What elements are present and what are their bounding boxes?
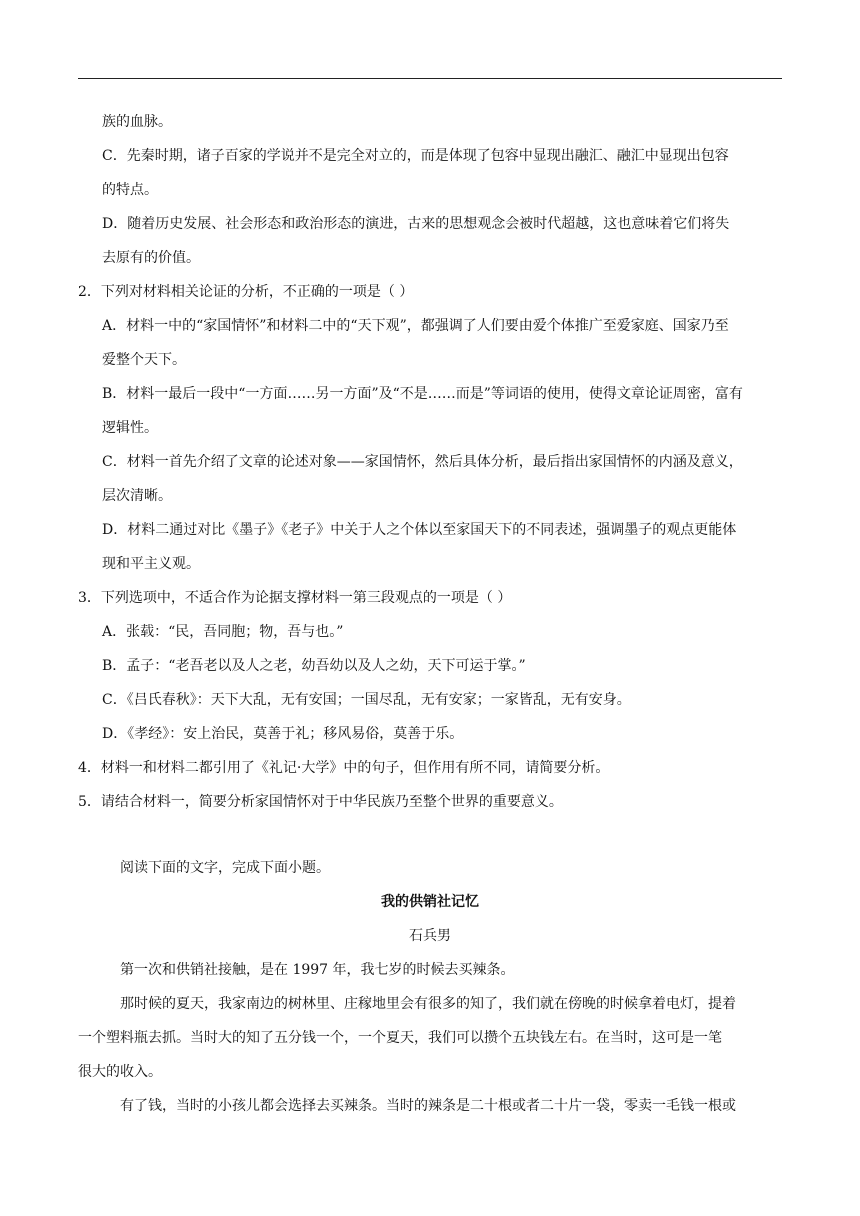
reading-instruction: 阅读下面的文字，完成下面小题。 — [120, 860, 330, 876]
option-d: D．《孝经》：安上治民，莫善于礼；移风易俗，莫善于乐。 — [102, 726, 464, 742]
article-title: 我的供销社记忆 — [381, 894, 479, 910]
paragraph-line: 那时候的夏天，我家南边的树林里、庄稼地里会有很多的知了，我们就在傍晚的时候拿着电灯，提着 — [120, 996, 736, 1012]
paragraph-line: 第一次和供销社接触，是在 1997 年，我七岁的时候去买辣条。 — [120, 962, 515, 978]
paragraph-line: 一个塑料瓶去抓。当时大的知了五分钱一个，一个夏天，我们可以攒个五块钱左右。在当时，这可是一笔 — [78, 1030, 722, 1046]
text-line: 现和平主义观。 — [102, 556, 200, 572]
text-line: 逻辑性。 — [102, 420, 158, 436]
question-5: 5．请结合材料一，简要分析家国情怀对于中华民族乃至整个世界的重要意义。 — [78, 794, 563, 810]
option-d: D．材料二通过对比《墨子》《老子》中关于人之个体以至家国天下的不同表述，强调墨子的观点更能体 — [102, 522, 737, 538]
text-line: 族的血脉。 — [102, 114, 172, 130]
question-3: 3．下列选项中，不适合作为论据支撑材料一第三段观点的一项是（ ） — [78, 590, 512, 606]
option-c: C．先秦时期，诸子百家的学说并不是完全对立的，而是体现了包容中显现出融汇、融汇中显现出包容 — [102, 148, 729, 164]
option-c: C．《吕氏春秋》：天下大乱，无有安国；一国尽乱，无有安家；一家皆乱，无有安身。 — [102, 692, 631, 708]
question-2: 2．下列对材料相关论证的分析，不正确的一项是（ ） — [78, 284, 414, 300]
option-a: A．材料一中的“家国情怀”和材料二中的“天下观”，都强调了人们要由爱个体推广至爱家庭、国家乃至 — [102, 318, 729, 334]
option-b: B．孟子：“老吾老以及人之老，幼吾幼以及人之幼，天下可运于掌。” — [102, 658, 526, 674]
text-line: 层次清晰。 — [102, 488, 172, 504]
option-c: C．材料一首先介绍了文章的论述对象——家国情怀，然后具体分析，最后指出家国情怀的内涵及意义， — [102, 454, 743, 470]
paragraph-line: 很大的收入。 — [78, 1064, 162, 1080]
text-line: 去原有的价值。 — [102, 250, 200, 266]
question-4: 4．材料一和材料二都引用了《礼记·大学》中的句子，但作用有所不同，请简要分析。 — [78, 760, 610, 776]
paragraph-line: 有了钱，当时的小孩儿都会选择去买辣条。当时的辣条是二十根或者二十片一袋，零卖一毛钱一根或 — [120, 1098, 736, 1114]
option-a: A．张载：“民，吾同胞；物，吾与也。” — [102, 624, 344, 640]
article-author: 石兵男 — [409, 928, 451, 944]
text-line: 爱整个天下。 — [102, 352, 186, 368]
text-line: 的特点。 — [102, 182, 158, 198]
option-b: B．材料一最后一段中“一方面……另一方面”及“不是……而是”等词语的使用，使得文章论证周密，富有 — [102, 386, 743, 402]
option-d: D．随着历史发展、社会形态和政治形态的演进，古来的思想观念会被时代超越，这也意味着它们将失 — [102, 216, 730, 232]
header-rule — [78, 78, 782, 79]
